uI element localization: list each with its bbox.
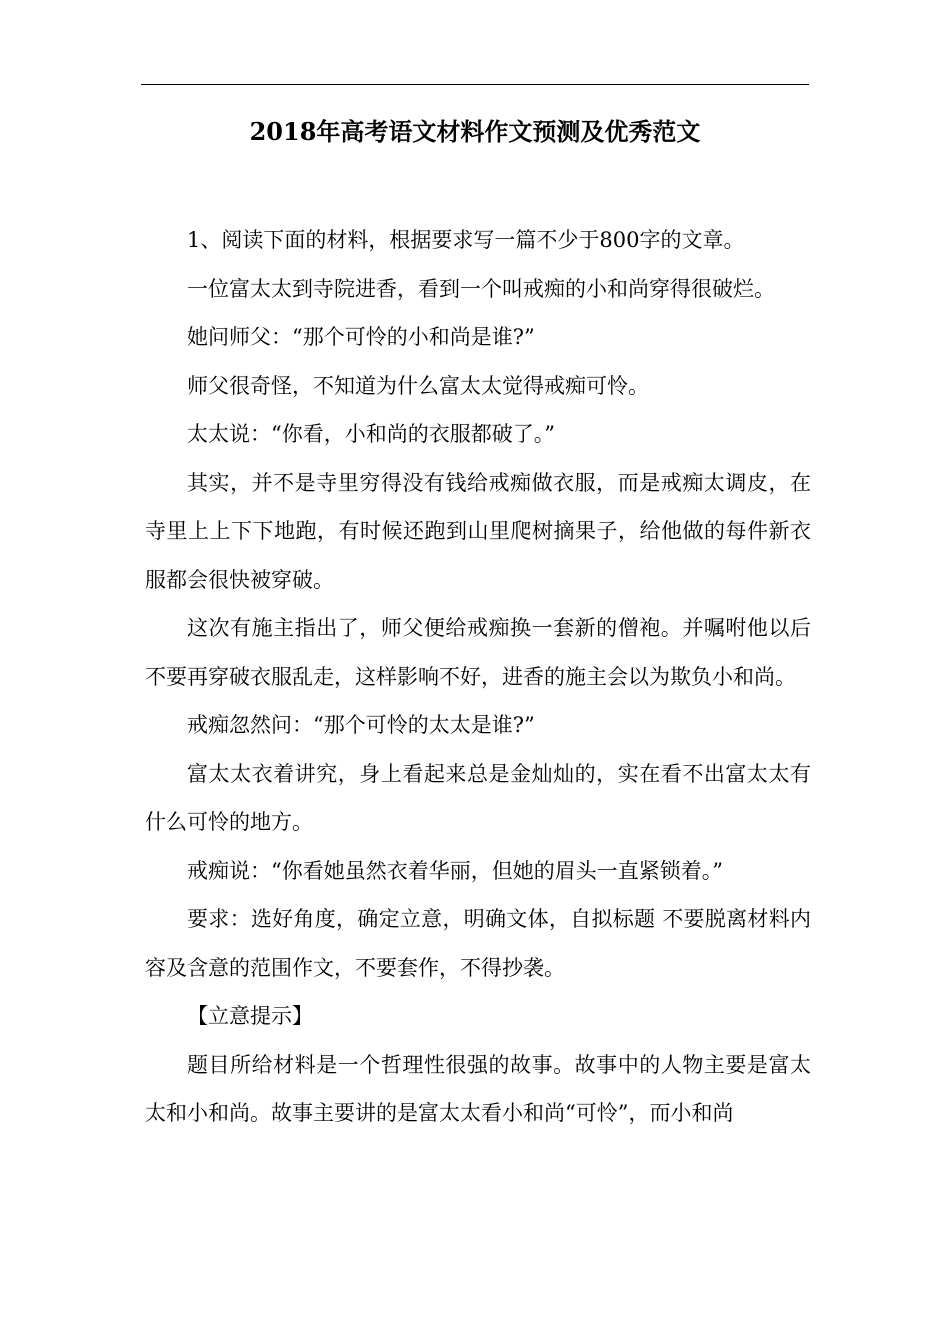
- paragraph: 太太说：“你看，小和尚的衣服都破了。”: [187, 422, 555, 446]
- paragraph: 题目所给材料是一个哲理性很强的故事。故事中的人物主要是富太太和小和尚。故事主要讲的是富太太看小和尚“可怜”，而小和尚: [145, 1052, 811, 1125]
- paragraph: 戒痴忽然问：“那个可怜的太太是谁?”: [187, 713, 535, 737]
- document-title: 2018年高考语文材料作文预测及优秀范文: [249, 117, 701, 146]
- paragraph: 富太太衣着讲究，身上看起来总是金灿灿的，实在看不出富太太有什么可怜的地方。: [145, 761, 811, 834]
- paragraph-requirements: 要求：选好角度，确定立意，明确文体，自拟标题 不要脱离材料内容及含意的范围作文，不要套作，不得抄袭。: [145, 907, 811, 980]
- header-rule: [141, 84, 809, 85]
- paragraph: 一位富太太到寺院进香，看到一个叫戒痴的小和尚穿得很破烂。: [187, 276, 775, 301]
- paragraph: 其实，并不是寺里穷得没有钱给戒痴做衣服，而是戒痴太调皮，在寺里上上下下地跑，有时候还跑到山里爬树摘果子，给他做的每件新衣服都会很快被穿破。: [145, 470, 811, 592]
- paragraph: 她问师父：“那个可怜的小和尚是谁?”: [187, 325, 535, 349]
- document-body: [145, 216, 811, 1138]
- paragraph: 这次有施主指出了，师父便给戒痴换一套新的僧袍。并嘱咐他以后不要再穿破衣服乱走，这样影响不好，进香的施主会以为欺负小和尚。: [145, 616, 811, 689]
- section-heading-hint: 【立意提示】: [187, 1004, 313, 1028]
- paragraph-task-intro: 1、阅读下面的材料，根据要求写一篇不少于800字的文章。: [187, 228, 745, 252]
- paragraph: 师父很奇怪，不知道为什么富太太觉得戒痴可怜。: [187, 373, 649, 398]
- paragraph: 戒痴说：“你看她虽然衣着华丽，但她的眉头一直紧锁着。”: [187, 858, 723, 883]
